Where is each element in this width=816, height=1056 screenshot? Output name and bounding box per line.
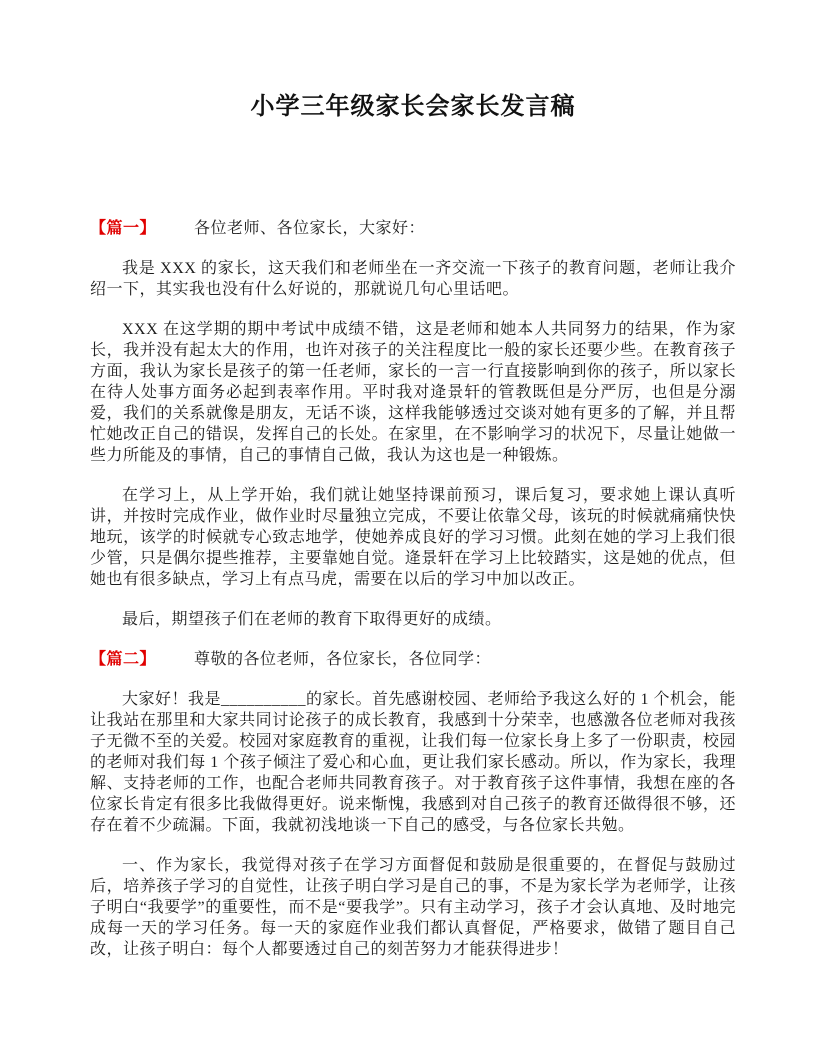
section-1-tag: 【篇一】 [90,220,157,237]
paragraph: 大家好！我是__________的家长。首先感谢校园、老师给予我这么好的 1 个机会，能让我站在那里和大家共同讨论孩子的成长教育，我感到十分荣幸，也感激各位老师对我孩子无微不至的关爱。校园对家庭教育的重视，让我们每一位家长身上多了一份职责，校园的老师对我们每 1 个孩子倾注了爱心和心血，更让我们家长感动。所以，作为家长，我理解、支持老师的工作，也配合老师共同教育孩子。对于教育孩子这件事情，我想在座的各位家长肯定有很多比我做得更好。说来惭愧，我感到对自己孩子的教育还做得很不够，还存在着不少疏漏。下面，我就初浅地谈一下自己的感受，与各位家长共勉。 [90,691,737,834]
section-2-heading [90,649,736,670]
section-2-tag: 【篇二】 [90,651,157,668]
section-2 [90,649,736,960]
paragraph: 在学习上，从上学开始，我们就让她坚持课前预习，课后复习，要求她上课认真听讲，并按时完成作业，做作业时尽量独立完成，不要让依靠父母，该玩的时候就痛痛快快地玩，该学的时候就专心致志地学，使她养成良好的学习习惯。此刻在她的学习上我们很少管，只是偶尔提些推荐，主要靠她自觉。逄景轩在学习上比较踏实，这是她的优点，但她也有很多缺点，学习上有点马虎，需要在以后的学习中加以改正。 [90,487,736,588]
document-title: 小学三年级家长会家长发言稿 [250,94,576,120]
paragraph: XXX 在这学期的期中考试中成绩不错，这是老师和她本人共同努力的结果，作为家长，我并没有起太大的作用，也许对孩子的关注程度比一般的家长还要少些。在教育孩子方面，我认为家长是孩子的第一任老师，家长的一言一行直接影响到你的孩子，所以家长在待人处事方面务必起到表率作用。平时我对逄景轩的管教既但是分严厉，也但是分溺爱，我们的关系就像是朋友，无话不谈，这样我能够透过交谈对她有更多的了解，并且帮忙她改正自己的错误，发挥自己的长处。在家里，在不影响学习的状况下，尽量让她做一些力所能及的事情，自己的事情自己做，我认为这也是一种锻炼。 [90,321,736,464]
paragraph: 我是 XXX 的家长，这天我们和老师坐在一齐交流一下孩子的教育问题，老师让我介绍一下，其实我也没有什么好说的，那就说几句心里话吧。 [90,260,736,298]
paragraph: 最后，期望孩子们在老师的教育下取得更好的成绩。 [122,611,502,628]
paragraph: 一、作为家长，我觉得对孩子在学习方面督促和鼓励是很重要的，在督促与鼓励过后，培养孩子学习的自觉性，让孩子明白学习是自己的事，不是为家长学为老师学，让孩子明白“我要学”的重要性，而不是“要我学”。只有主动学习，孩子才会认真地、及时地完成每一天的学习任务。每一天的家庭作业我们都认真督促，严格要求，做错了题目自己改，让孩子明白：每个人都要透过自己的刻苦努力才能获得进步！ [90,857,736,958]
section-2-salutation: 尊敬的各位老师，各位家长，各位同学： [194,651,492,668]
section-1 [90,218,736,630]
section-1-salutation: 各位老师、各位家长，大家好： [194,220,426,237]
section-1-heading [90,218,736,239]
